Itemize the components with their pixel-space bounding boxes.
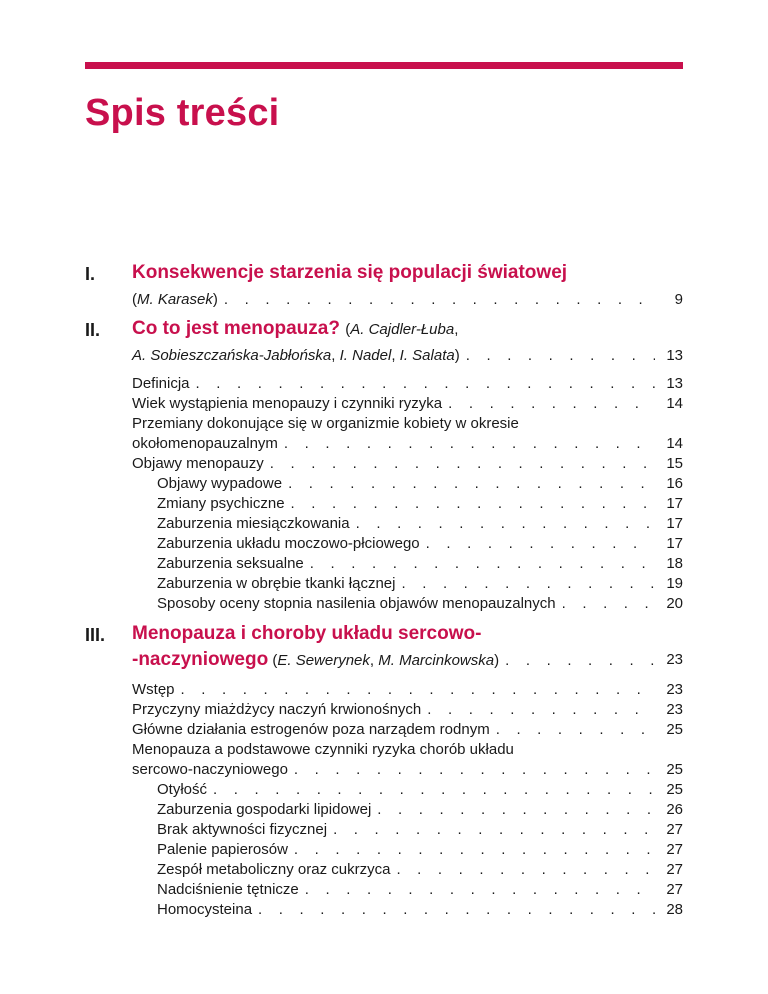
page-number: 25 (666, 721, 683, 738)
dot-leader (377, 800, 655, 820)
page-number: 13 (666, 347, 683, 364)
entry-label: Otyłość (157, 781, 208, 798)
toc-entry[interactable] (132, 394, 683, 414)
chapter-title[interactable]: Co to jest menopauza? (A. Cajdler-Łuba, (132, 318, 459, 339)
chapter-number: II. (85, 320, 101, 340)
page-number: 26 (666, 801, 683, 818)
toc-entry[interactable] (132, 760, 683, 780)
toc-entry[interactable] (132, 290, 683, 310)
toc-entry[interactable] (132, 720, 683, 740)
toc-subentry[interactable] (132, 494, 683, 514)
dot-leader (258, 900, 655, 920)
dot-leader (505, 649, 655, 673)
entry-label: sercowo-naczyniowego (132, 761, 288, 778)
toc-entry[interactable] (132, 700, 683, 720)
dot-leader (270, 454, 655, 474)
page-number: 23 (666, 651, 683, 668)
toc-subentry[interactable] (132, 780, 683, 800)
toc-entry[interactable] (132, 434, 683, 454)
chapter-title[interactable]: Menopauza i choroby układu sercowo- (132, 623, 482, 644)
dot-leader (196, 374, 655, 394)
entry-label: Zaburzenia seksualne (157, 555, 304, 572)
dot-leader (224, 290, 655, 310)
page-number: 16 (666, 475, 683, 492)
toc-subentry[interactable] (132, 820, 683, 840)
page-number: 15 (666, 455, 683, 472)
entry-label: Zespół metaboliczny oraz cukrzyca (157, 861, 391, 878)
entry-label: Sposoby oceny stopnia nasilenia objawów menopauzalnych (157, 595, 556, 612)
page-number: 17 (666, 535, 683, 552)
entry-label: Wiek wystąpienia menopauzy i czynniki ryzyka (132, 395, 443, 412)
dot-leader (426, 534, 655, 554)
page-number: 17 (666, 515, 683, 532)
dot-leader (181, 680, 655, 700)
chapter-number: I. (85, 264, 96, 284)
dot-leader (396, 860, 655, 880)
page-number: 13 (666, 375, 683, 392)
entry-label: Definicja (132, 375, 190, 392)
dot-leader (294, 840, 655, 860)
entry-label: Nadciśnienie tętnicze (157, 881, 299, 898)
dot-leader (496, 720, 655, 740)
toc-subentry[interactable] (132, 900, 683, 920)
entry-label: Brak aktywności fizycznej (157, 821, 328, 838)
dot-leader (333, 820, 655, 840)
entry-label: Przyczyny miażdżycy naczyń krwionośnych (132, 701, 422, 718)
chapter-authors: A. Sobieszczańska-Jabłońska, I. Nadel, I. Salata) (132, 347, 460, 364)
entry-label: Zaburzenia układu moczowo-płciowego (157, 535, 420, 552)
toc-subentry[interactable] (132, 514, 683, 534)
page-number: 23 (666, 701, 683, 718)
page-number: 28 (666, 901, 683, 918)
entry-label: Wstęp (132, 681, 175, 698)
dot-leader (284, 434, 655, 454)
toc-subentry[interactable] (132, 860, 683, 880)
chapter-authors: (M. Karasek) (132, 291, 218, 308)
page-title: Spis treści (85, 92, 280, 134)
dot-leader (356, 514, 655, 534)
page-number: 23 (666, 681, 683, 698)
toc-entry[interactable] (132, 374, 683, 394)
page-number: 20 (666, 595, 683, 612)
dot-leader (466, 346, 655, 366)
page-number: 25 (666, 761, 683, 778)
entry-label: okołomenopauzalnym (132, 435, 278, 452)
toc-subentry[interactable] (132, 574, 683, 594)
toc-subentry[interactable] (132, 594, 683, 614)
dot-leader (562, 594, 655, 614)
dot-leader (448, 394, 655, 414)
page-number: 14 (666, 395, 683, 412)
entry-label-line1: Menopauza a podstawowe czynniki ryzyka chorób układu (132, 741, 514, 758)
toc-subentry[interactable] (132, 534, 683, 554)
page-number: 27 (666, 821, 683, 838)
chapter-title[interactable]: Konsekwencje starzenia się populacji światowej (132, 262, 568, 283)
entry-label: Homocysteina (157, 901, 253, 918)
entry-label: Palenie papierosów (157, 841, 288, 858)
page-number: 27 (666, 841, 683, 858)
chapter-title-line2: -naczyniowego (E. Sewerynek, M. Marcinkowska) (132, 649, 500, 670)
page-number: 14 (666, 435, 683, 452)
entry-label: Objawy menopauzy (132, 455, 264, 472)
dot-leader (310, 554, 655, 574)
entry-label-line1: Przemiany dokonujące się w organizmie kobiety w okresie (132, 415, 519, 432)
page-number: 19 (666, 575, 683, 592)
page-number: 25 (666, 781, 683, 798)
page-number: 9 (674, 291, 683, 308)
toc-subentry[interactable] (132, 800, 683, 820)
dot-leader (294, 760, 655, 780)
dot-leader (305, 880, 655, 900)
toc-subentry[interactable] (132, 880, 683, 900)
toc-subentry[interactable] (132, 840, 683, 860)
chapter-number: III. (85, 625, 106, 645)
entry-label: Zaburzenia gospodarki lipidowej (157, 801, 372, 818)
page-number: 17 (666, 495, 683, 512)
top-rule (85, 62, 683, 69)
page-number: 18 (666, 555, 683, 572)
dot-leader (213, 780, 655, 800)
toc-subentry[interactable] (132, 554, 683, 574)
dot-leader (401, 574, 655, 594)
toc-entry[interactable] (132, 454, 683, 474)
entry-label: Objawy wypadowe (157, 475, 283, 492)
toc-entry[interactable] (132, 648, 683, 672)
entry-label: Zaburzenia miesiączkowania (157, 515, 350, 532)
entry-label: Zmiany psychiczne (157, 495, 285, 512)
toc-entry[interactable] (132, 346, 683, 366)
dot-leader (427, 700, 655, 720)
page-number: 27 (666, 861, 683, 878)
entry-label: Zaburzenia w obrębie tkanki łącznej (157, 575, 396, 592)
toc-subentry[interactable] (132, 474, 683, 494)
page-number: 27 (666, 881, 683, 898)
toc-entry[interactable] (132, 680, 683, 700)
dot-leader (291, 494, 655, 514)
dot-leader (288, 474, 655, 494)
entry-label: Główne działania estrogenów poza narządem rodnym (132, 721, 490, 738)
